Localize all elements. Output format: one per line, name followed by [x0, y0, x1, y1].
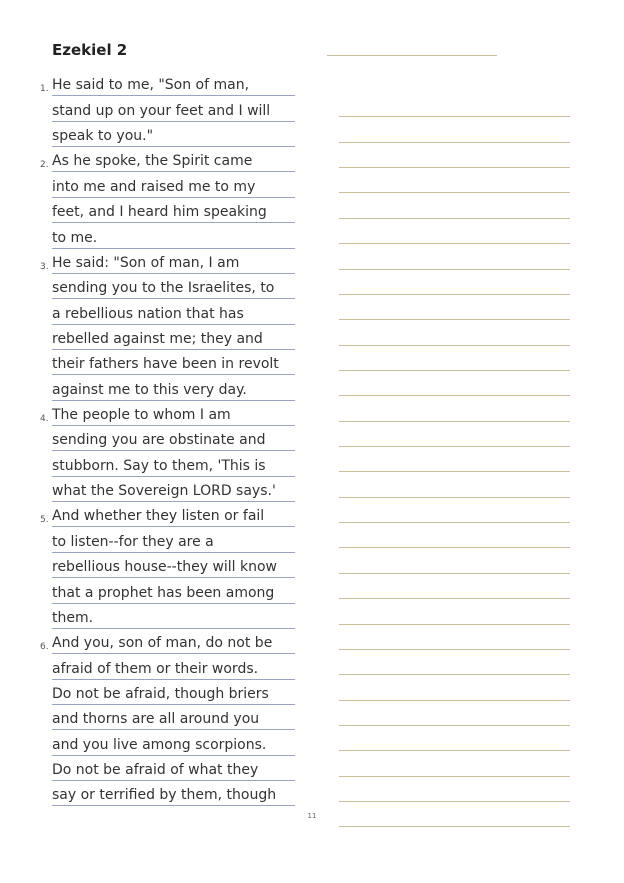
practice-writing-line: [339, 270, 570, 295]
verse-number: 5.: [40, 515, 49, 526]
verse-line: [0, 198, 300, 223]
practice-lines: [339, 92, 570, 827]
verse-number: 6.: [40, 642, 49, 653]
verse-line: [0, 96, 300, 121]
page-title: Ezekiel 2: [52, 41, 128, 59]
verse-line: [0, 730, 300, 755]
verse-number: 3.: [40, 261, 49, 272]
verse-line: [0, 451, 300, 476]
practice-writing-line: [339, 726, 570, 751]
verse-number: 4.: [40, 414, 49, 425]
verse-text: feet, and I heard him speaking: [52, 202, 295, 223]
verse-text: say or terrified by them, though: [52, 785, 295, 806]
page-number: 11: [307, 812, 317, 820]
verse-text: Do not be afraid of what they: [52, 760, 295, 781]
practice-writing-line: [339, 472, 570, 497]
verse-text: And whether they listen or fail: [52, 506, 295, 527]
verse-number: 2.: [40, 160, 49, 171]
verse-number: 1.: [40, 84, 49, 95]
verse-line: [0, 756, 300, 781]
verse-text: rebellious house--they will know: [52, 557, 295, 578]
practice-writing-line: [339, 447, 570, 472]
practice-writing-line: [339, 751, 570, 776]
verse-text: And you, son of man, do not be: [52, 633, 295, 654]
verse-line: [0, 401, 300, 426]
verse-text: them.: [52, 608, 295, 629]
title-writing-line: [327, 55, 497, 56]
practice-writing-line: [339, 320, 570, 345]
verse-text: their fathers have been in revolt: [52, 354, 295, 375]
practice-writing-line: [339, 574, 570, 599]
verse-text: speak to you.": [52, 126, 295, 147]
practice-writing-line: [339, 168, 570, 193]
practice-writing-line: [339, 523, 570, 548]
practice-writing-line: [339, 675, 570, 700]
practice-writing-line: [339, 244, 570, 269]
verse-text: and thorns are all around you: [52, 709, 295, 730]
verse-text: a rebellious nation that has: [52, 304, 295, 325]
verse-line: [0, 426, 300, 451]
practice-writing-line: [339, 599, 570, 624]
verse-line: [0, 781, 300, 806]
practice-writing-line: [339, 498, 570, 523]
verse-line: [0, 527, 300, 552]
practice-writing-line: [339, 193, 570, 218]
verse-line: [0, 502, 300, 527]
practice-writing-line: [339, 548, 570, 573]
verse-line: [0, 654, 300, 679]
verse-text: As he spoke, the Spirit came: [52, 151, 295, 172]
verse-line: [0, 172, 300, 197]
verse-text: against me to this very day.: [52, 380, 295, 401]
verse-list: [0, 71, 300, 806]
verse-line: [0, 705, 300, 730]
verse-line: [0, 553, 300, 578]
practice-writing-line: [339, 802, 570, 827]
verse-text: that a prophet has been among: [52, 583, 295, 604]
verse-line: [0, 325, 300, 350]
practice-writing-line: [339, 143, 570, 168]
practice-writing-line: [339, 396, 570, 421]
practice-writing-line: [339, 92, 570, 117]
verse-text: sending you are obstinate and: [52, 430, 295, 451]
verse-line: [0, 375, 300, 400]
verse-line: [0, 249, 300, 274]
verse-line: [0, 71, 300, 96]
verse-text: Do not be afraid, though briers: [52, 684, 295, 705]
verse-text: He said to me, "Son of man,: [52, 75, 295, 96]
verse-line: [0, 350, 300, 375]
verse-text: to me.: [52, 228, 295, 249]
verse-text: stubborn. Say to them, 'This is: [52, 456, 295, 477]
practice-writing-line: [339, 295, 570, 320]
verse-text: to listen--for they are a: [52, 532, 295, 553]
verse-line: [0, 122, 300, 147]
practice-writing-line: [339, 117, 570, 142]
verse-text: sending you to the Israelites, to: [52, 278, 295, 299]
verse-line: [0, 274, 300, 299]
verse-text: into me and raised me to my: [52, 177, 295, 198]
verse-line: [0, 477, 300, 502]
verse-line: [0, 299, 300, 324]
verse-line: [0, 147, 300, 172]
verse-line: [0, 578, 300, 603]
verse-text: what the Sovereign LORD says.': [52, 481, 295, 502]
verse-text: and you live among scorpions.: [52, 735, 295, 756]
practice-writing-line: [339, 625, 570, 650]
verse-text: He said: "Son of man, I am: [52, 253, 295, 274]
verse-text: stand up on your feet and I will: [52, 101, 295, 122]
verse-text: rebelled against me; they and: [52, 329, 295, 350]
practice-writing-line: [339, 422, 570, 447]
verse-text: afraid of them or their words.: [52, 659, 295, 680]
practice-writing-line: [339, 371, 570, 396]
practice-writing-line: [339, 650, 570, 675]
practice-writing-line: [339, 701, 570, 726]
practice-writing-line: [339, 219, 570, 244]
practice-writing-line: [339, 346, 570, 371]
verse-line: [0, 680, 300, 705]
verse-text: The people to whom I am: [52, 405, 295, 426]
verse-line: [0, 629, 300, 654]
verse-line: [0, 604, 300, 629]
practice-writing-line: [339, 777, 570, 802]
verse-line: [0, 223, 300, 248]
